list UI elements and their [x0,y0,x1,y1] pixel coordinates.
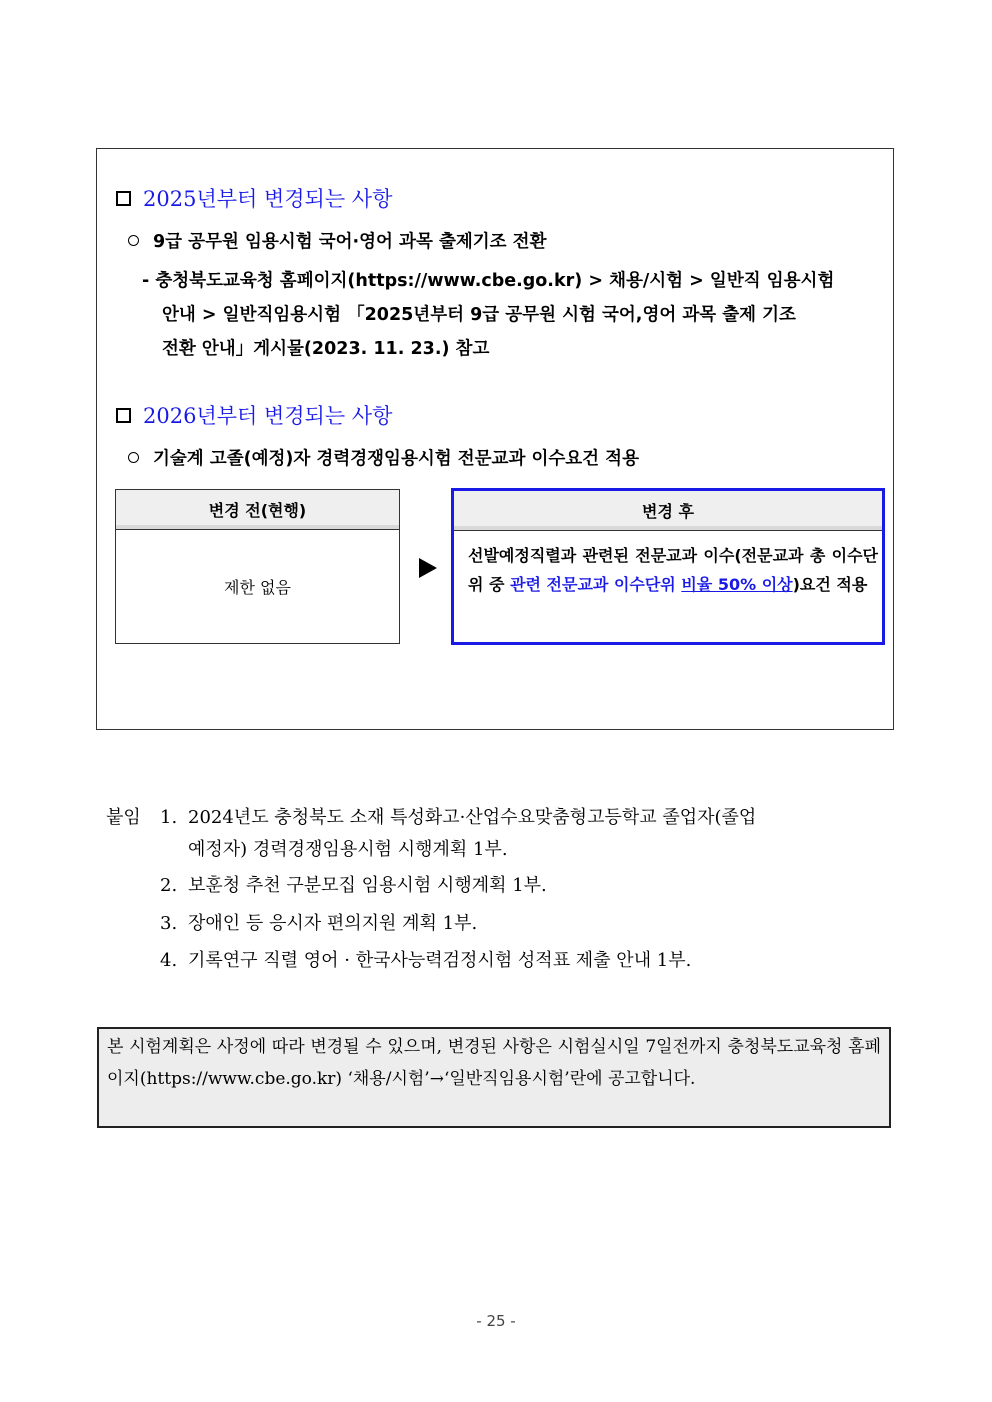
before-change-header: 변경 전(현행) [116,490,399,530]
section-heading-2025 [116,183,392,213]
after-change-header: 변경 후 [454,491,882,531]
attachment-item-4: 기록연구 직렬 영어 · 한국사능력검정시험 성적표 제출 안내 1부. [188,950,692,971]
after-text-2: )요건 적용 [792,575,868,594]
detail-line-3: 전환 안내」게시물(2023. 11. 23.) 참고 [162,339,490,359]
bullet-2026-text: 기술계 고졸(예정)자 경력경쟁임용시험 전문교과 이수요건 적용 [153,449,639,469]
attachment-item-1-line2: 예정자) 경력경쟁임용시험 시행계획 1부. [188,839,508,860]
attachment-num-2: 2. [160,875,178,896]
bullet-2025-text: 9급 공무원 임용시험 국어·영어 과목 출제기조 전환 [153,232,547,252]
after-text-highlight: 관련 전문교과 이수단위 [510,575,682,594]
section-heading-2026 [116,400,392,430]
detail-line-1: - 충청북도교육청 홈페이지(https://www.cbe.go.kr) > 채용/시험 > 일반직 임용시험 [142,271,835,291]
attachment-item-2: 보훈청 추천 구분모집 임용시험 시행계획 1부. [188,875,547,896]
after-text-1: 선발예정직렬과 관련된 전문교과 이수(전문교과 총 이수단위 중 [468,546,878,594]
page-number: - 25 - [476,1312,516,1330]
attachment-item-3: 장애인 등 응시자 편의지원 계획 1부. [188,913,478,934]
after-text-underline: 비율 50% 이상 [681,575,793,594]
bullet-2026 [128,445,639,470]
before-change-body: 제한 없음 [224,577,291,597]
checkbox-icon [116,191,131,206]
attachment-num-3: 3. [160,913,178,934]
attachment-num-4: 4. [160,950,178,971]
after-change-body [454,531,882,599]
bullet-2025 [128,228,546,253]
attachment-label: 붙임 [106,807,141,828]
after-change-box [451,488,885,645]
right-arrow-icon [419,558,437,578]
footnote-box [97,1027,891,1128]
attachment-num-1: 1. [160,807,178,828]
section-heading-2026-label: 2026년부터 변경되는 사항 [143,404,393,428]
footnote-text: 본 시험계획은 사정에 따라 변경될 수 있으며, 변경된 사항은 시험실시일 7일전까지 충청북도교육청 홈페이지(https://www.cbe.go.kr) ‘채용/시험’→‘일반직임용시험’란에 공고합니다. [107,1037,881,1089]
section-heading-2025-label: 2025년부터 변경되는 사항 [143,187,393,211]
circle-bullet-icon [128,235,139,246]
checkbox-icon [116,408,131,423]
before-change-box [115,489,400,644]
circle-bullet-icon [128,452,139,463]
detail-line-2: 안내 > 일반직임용시험 「2025년부터 9급 공무원 시험 국어,영어 과목 출제 기조 [162,305,796,325]
attachment-item-1-line1: 2024년도 충청북도 소재 특성화고·산업수요맞춤형고등학교 졸업자(졸업 [188,807,757,828]
